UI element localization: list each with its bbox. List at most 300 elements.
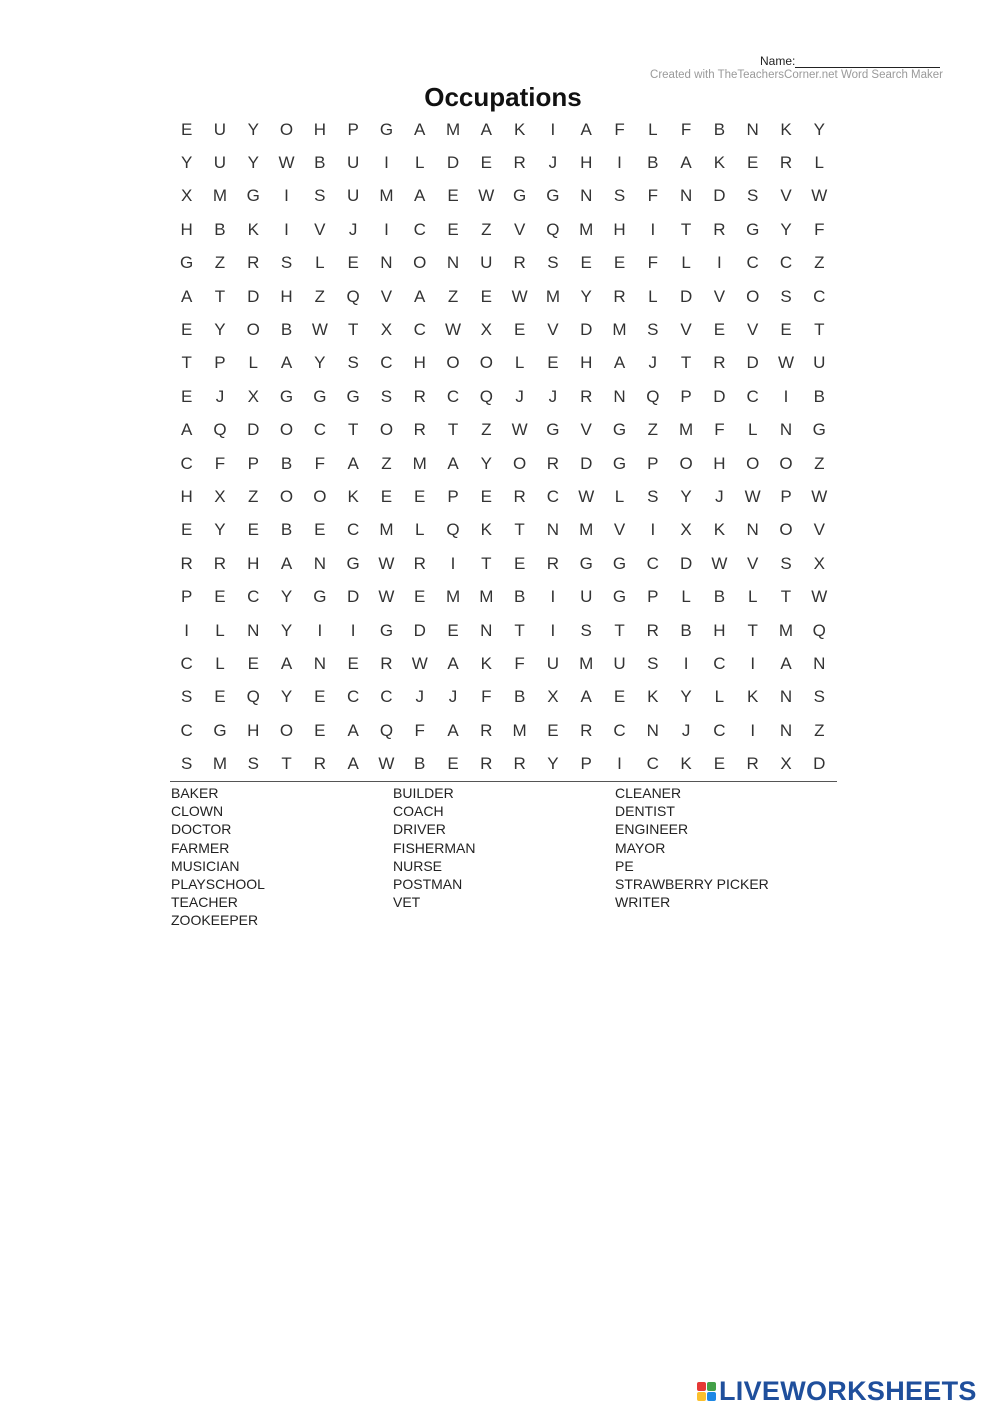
grid-letter: B [713,119,726,139]
liveworksheets-wordmark: LIVEWORKSHEETS [719,1376,977,1406]
grid-letter: J [348,219,358,239]
grid-letter: S [647,486,659,506]
grid-letter: U [613,653,626,673]
word-list-item: PE [615,857,634,874]
grid-letter: B [813,386,825,406]
grid-letter: T [514,520,525,540]
grid-letter: A [414,186,426,206]
liveworksheets-logo-icon [697,1382,716,1401]
grid-letter: J [215,386,225,406]
grid-letter: S [747,186,759,206]
grid-letter: T [780,587,792,607]
grid-letter: M [412,453,427,473]
grid-letter: M [579,653,594,673]
grid-letter: S [247,754,259,774]
grid-letter: X [480,320,492,340]
grid-letter: N [580,186,593,206]
grid-letter: R [613,286,626,306]
grid-letter: A [447,720,459,740]
grid-letter: I [284,186,289,206]
grid-letter: D [247,420,260,440]
grid-letter: Q [546,219,560,239]
grid-letter: K [713,153,726,173]
grid-letter: V [547,320,559,340]
grid-letter: L [681,253,691,273]
grid-letter: S [647,653,659,673]
grid-letter: M [612,320,627,340]
grid-letter: C [346,520,360,540]
grid-letter: Y [214,320,226,340]
grid-letter: G [180,253,194,273]
grid-letter: Y [247,119,259,139]
word-list-item: COACH [393,803,444,820]
grid-letter: Z [314,286,326,306]
grid-letter: C [180,453,193,473]
word-list-item: VET [393,894,421,911]
grid-letter: T [680,353,692,373]
grid-letter: O [779,453,793,473]
grid-letter: T [281,754,292,774]
grid-letter: B [280,453,293,473]
grid-letter: E [247,653,259,673]
grid-letter: O [513,453,527,473]
page-title: Occupations [424,82,582,112]
word-list-item: BUILDER [393,785,454,801]
grid-letter: E [747,153,759,173]
grid-letter: F [514,653,525,673]
grid-letter: K [680,754,692,774]
grid-letter: D [446,153,460,173]
grid-letter: L [414,520,425,540]
grid-letter: C [313,420,326,440]
grid-letter: W [378,553,395,573]
grid-letter: C [613,720,626,740]
grid-letter: Z [814,253,825,273]
grid-letter: M [212,186,228,206]
grid-letter: J [548,153,558,173]
grid-letter: D [713,386,726,406]
grid-letter: H [180,486,193,506]
grid-letter: R [480,754,493,774]
grid-letter: C [380,353,393,373]
grid-letter: Y [214,520,226,540]
grid-letter: I [350,620,356,640]
grid-letter: L [215,620,225,640]
grid-letter: E [314,520,326,540]
grid-letter: P [580,754,592,774]
grid-letter: Z [381,453,392,473]
grid-letter: A [180,420,193,440]
grid-letter: X [214,486,226,506]
grid-letter: D [413,620,426,640]
grid-letter: R [480,720,493,740]
grid-letter: C [746,386,759,406]
grid-letter: C [713,653,726,673]
grid-letter: V [747,320,759,340]
grid-letter: N [546,520,560,540]
grid-letter: R [713,353,726,373]
grid-letter: J [515,386,524,406]
grid-letter: Y [280,620,293,640]
grid-letter: I [683,653,689,673]
grid-letter: X [380,320,393,340]
grid-letter: H [180,219,193,239]
grid-letter: W [578,486,595,506]
grid-letter: G [513,186,527,206]
logo-square [707,1392,716,1401]
grid-letter: K [647,687,659,707]
grid-letter: G [313,587,327,607]
grid-letter: D [346,587,360,607]
grid-letter: H [613,219,626,239]
grid-letter: W [811,587,828,607]
grid-letter: A [347,453,359,473]
grid-letter: W [278,153,295,173]
grid-letter: I [384,219,389,239]
grid-letter: E [314,687,326,707]
grid-letter: N [779,720,793,740]
grid-divider [170,781,837,782]
grid-letter: M [512,720,527,740]
grid-letter: Y [247,153,259,173]
grid-letter: E [414,486,426,506]
grid-letter: I [550,620,556,640]
grid-letter: R [779,153,793,173]
grid-letter: A [347,754,359,774]
grid-letter: E [247,520,259,540]
grid-letter: M [479,587,494,607]
grid-letter: U [346,153,360,173]
grid-letter: W [311,320,328,340]
grid-letter: W [511,420,528,440]
grid-letter: I [317,620,323,640]
name-field [760,54,940,68]
grid-letter: K [780,119,792,139]
grid-letter: R [546,553,560,573]
grid-letter: T [747,620,758,640]
grid-letter: E [613,687,626,707]
grid-letter: E [214,687,226,707]
word-list-item: STRAWBERRY PICKER [615,875,769,892]
grid-letter: E [347,253,359,273]
grid-letter: G [612,453,627,473]
word-list-item: ZOOKEEPER [171,912,259,929]
grid-letter: R [646,620,659,640]
grid-letter: F [814,219,825,239]
grid-letter: T [680,219,692,239]
grid-letter: O [479,353,493,373]
grid-letter: L [248,353,258,373]
grid-letter: T [814,320,825,340]
grid-letter: Z [447,286,459,306]
grid-letter: Y [180,153,193,173]
grid-letter: E [180,386,193,406]
grid-letter: N [613,386,626,406]
grid-letter: O [279,486,294,506]
grid-letter: N [313,553,326,573]
grid-letter: L [648,286,658,306]
grid-letter: C [180,720,193,740]
grid-letter: A [680,153,692,173]
grid-letter: E [513,553,526,573]
grid-letter: A [347,720,359,740]
word-list-item: PLAYSCHOOL [171,875,265,892]
grid-letter: I [750,653,756,673]
grid-letter: F [647,186,658,206]
grid-letter: N [380,253,393,273]
grid-letter: W [478,186,495,206]
grid-letter: E [547,720,559,740]
grid-letter: K [247,219,259,239]
grid-letter: D [713,186,726,206]
grid-letter: W [445,320,462,340]
grid-letter: I [783,386,789,406]
grid-letter: R [313,754,326,774]
grid-letter: L [414,153,425,173]
grid-letter: D [580,453,593,473]
grid-letter: M [545,286,560,306]
grid-letter: M [679,420,694,440]
grid-letter: E [414,587,426,607]
grid-letter: O [746,286,760,306]
grid-letter: O [379,420,394,440]
grid-letter: F [614,119,625,139]
grid-letter: A [447,653,459,673]
grid-letter: E [214,587,226,607]
grid-letter: F [714,420,725,440]
grid-letter: E [713,754,726,774]
grid-letter: Y [780,219,792,239]
grid-letter: C [346,687,360,707]
grid-letter: L [648,119,658,139]
grid-letter: U [546,653,560,673]
grid-letter: A [580,687,592,707]
grid-letter: C [413,219,426,239]
grid-letter: S [180,754,193,774]
word-list [171,784,837,930]
grid-letter: C [779,253,793,273]
grid-letter: S [547,253,559,273]
liveworksheets-logo [697,1376,977,1407]
grid-letter: G [546,186,560,206]
grid-letter: L [215,653,225,673]
word-list-item: POSTMAN [393,875,463,892]
grid-letter: P [647,587,659,607]
grid-letter: H [713,453,726,473]
grid-letter: W [711,553,728,573]
grid-letter: T [347,420,359,440]
grid-letter: T [214,286,226,306]
grid-letter: Q [646,386,660,406]
grid-letter: M [445,587,461,607]
grid-letter: B [280,520,293,540]
grid-letter: W [411,653,428,673]
grid-letter: S [380,386,393,406]
grid-letter: C [813,286,826,306]
grid-letter: I [550,119,556,139]
grid-letter: O [746,453,760,473]
grid-letter: I [550,587,556,607]
grid-letter: V [314,219,326,239]
grid-letter: K [480,653,492,673]
grid-letter: Z [481,420,492,440]
grid-letter: M [379,186,394,206]
grid-letter: C [446,386,460,406]
grid-letter: R [180,553,193,573]
grid-letter: N [779,687,793,707]
grid-letter: N [746,119,759,139]
grid-letter: Z [248,486,259,506]
grid-letter: G [612,587,627,607]
grid-letter: E [547,353,559,373]
grid-letter: B [314,153,326,173]
grid-letter: N [480,620,493,640]
grid-letter: S [613,186,626,206]
grid-letter: D [679,286,693,306]
grid-letter: E [480,286,492,306]
grid-letter: E [180,320,193,340]
grid-letter: C [413,320,426,340]
grid-letter: A [280,553,293,573]
grid-letter: R [513,486,526,506]
grid-letter: L [315,253,325,273]
grid-letter: X [680,520,692,540]
grid-letter: N [679,186,693,206]
grid-letter: W [378,587,395,607]
grid-letter: A [280,353,293,373]
grid-letter: M [778,620,794,640]
grid-letter: F [314,453,326,473]
grid-letter: E [480,486,492,506]
grid-letter: L [714,687,725,707]
grid-letter: Q [379,720,394,740]
grid-letter: C [646,553,659,573]
grid-letter: S [280,253,293,273]
grid-letter: Y [547,754,559,774]
grid-letter: C [380,687,393,707]
grid-letter: E [513,320,526,340]
grid-letter: W [511,286,528,306]
grid-letter: I [617,754,622,774]
word-list-item: CLOWN [171,803,224,820]
grid-letter: G [213,720,227,740]
word-list-item: WRITER [615,894,671,911]
grid-letter: A [414,286,426,306]
grid-letter: G [279,386,294,406]
grid-letter: G [612,553,627,573]
grid-letter: Z [647,420,658,440]
grid-letter: F [214,453,226,473]
grid-letter: A [414,119,426,139]
grid-letter: A [580,119,592,139]
grid-letter: K [713,520,726,540]
grid-letter: U [346,186,360,206]
grid-letter: R [546,453,560,473]
grid-letter: V [380,286,393,306]
grid-letter: Y [580,286,592,306]
grid-letter: O [313,486,327,506]
grid-letter: R [513,153,526,173]
word-list-item: MAYOR [615,839,666,856]
word-list-item: DRIVER [393,821,446,838]
word-list-item: BAKER [171,785,219,801]
grid-letter: I [750,720,756,740]
grid-letter: N [646,720,659,740]
grid-letter: D [813,754,826,774]
grid-letter: U [213,119,227,139]
grid-letter: D [580,320,593,340]
grid-letter: A [447,453,459,473]
grid-letter: J [448,687,458,707]
grid-letter: A [280,653,293,673]
grid-letter: E [180,119,193,139]
grid-letter: U [813,353,826,373]
grid-letter: G [746,219,760,239]
grid-letter: R [413,553,426,573]
grid-letter: E [447,754,459,774]
logo-square [707,1382,716,1391]
grid-letter: C [746,253,759,273]
grid-letter: E [180,520,193,540]
grid-letter: L [747,420,758,440]
grid-letter: J [415,687,424,707]
grid-letter: Z [214,253,226,273]
grid-letter: H [247,553,260,573]
grid-letter: O [246,320,260,340]
grid-letter: I [617,153,622,173]
grid-letter: Q [812,620,826,640]
grid-letter: K [347,486,359,506]
grid-letter: Q [479,386,493,406]
grid-letter: H [247,720,260,740]
grid-letter: L [814,153,825,173]
grid-letter: F [680,119,692,139]
grid-letter: Y [680,687,692,707]
grid-letter: V [747,553,759,573]
grid-letter: R [247,253,260,273]
grid-letter: V [613,520,626,540]
grid-letter: O [279,119,294,139]
credit-text: Created with TheTeachersCorner.net Word Search Maker [650,69,943,81]
grid-letter: R [746,754,759,774]
grid-letter: G [246,186,260,206]
grid-letter: E [447,219,459,239]
grid-letter: R [513,754,526,774]
grid-letter: D [746,353,759,373]
name-label: Name: [760,54,796,68]
grid-letter: E [447,186,459,206]
grid-letter: M [579,219,594,239]
grid-letter: M [212,754,228,774]
grid-letter: M [579,520,594,540]
grid-letter: E [347,653,359,673]
grid-letter: H [580,153,593,173]
grid-letter: V [713,286,726,306]
grid-letter: V [513,219,526,239]
grid-letter: W [777,353,795,373]
grid-letter: S [813,687,825,707]
grid-letter: F [647,253,658,273]
grid-letter: I [650,520,656,540]
grid-letter: E [314,720,326,740]
grid-letter: Y [480,453,492,473]
logo-square [697,1392,706,1401]
grid-letter: L [514,353,525,373]
grid-letter: I [450,553,456,573]
grid-letter: E [613,253,626,273]
grid-letter: B [414,754,426,774]
grid-letter: E [780,320,792,340]
